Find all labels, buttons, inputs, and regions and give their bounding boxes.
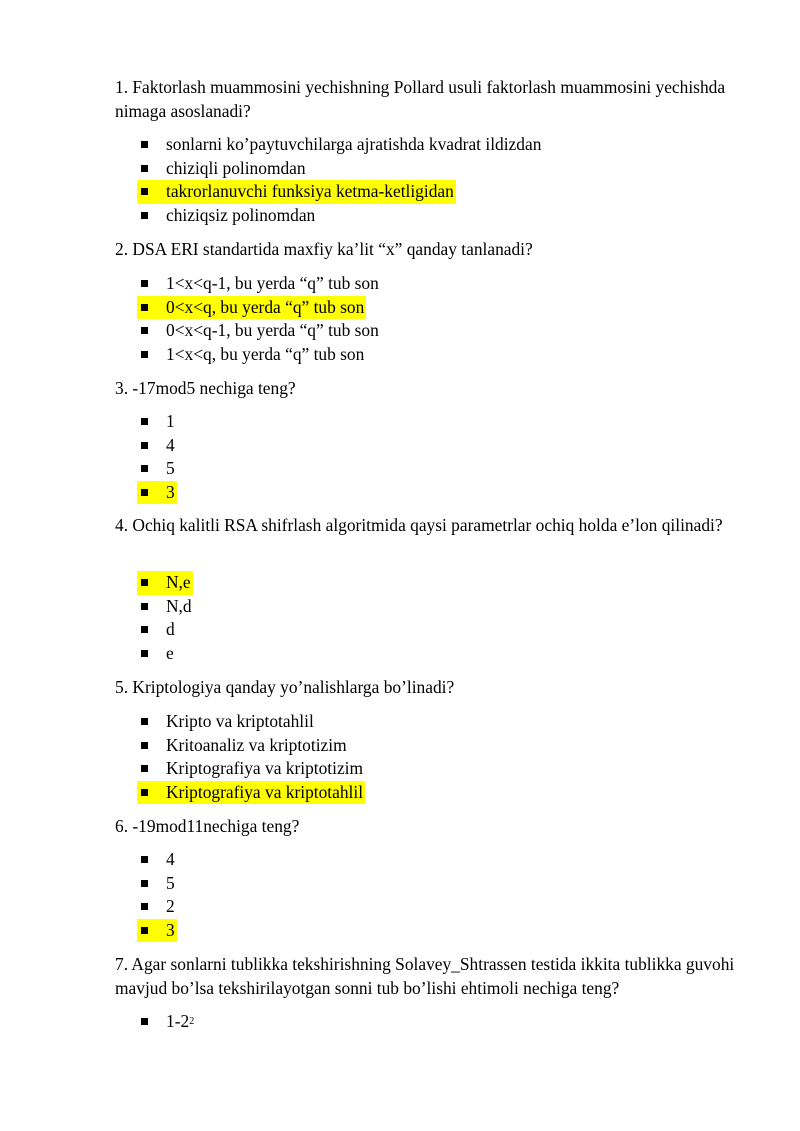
list-item: Kriptografiya va kriptotizim <box>137 757 365 781</box>
list-item: 1-2 2 <box>137 1010 194 1034</box>
list-item: 4 <box>137 848 177 872</box>
question-6: 6. -19mod11nechiga teng? <box>115 816 300 836</box>
list-item: sonlarni ko’paytuvchilarga ajratishda kvadrat ildizdan <box>137 133 541 157</box>
square-bullet-icon <box>141 856 148 863</box>
question-5: 5. Kriptologiya qanday yo’nalishlarga bo’linadi? <box>115 677 455 697</box>
square-bullet-icon <box>141 927 148 934</box>
list-item: 2 <box>137 895 177 919</box>
list-item: 5 <box>137 872 177 896</box>
square-bullet-icon <box>141 465 148 472</box>
list-item-highlighted: Kriptografiya va kriptotahlil <box>137 781 365 805</box>
list-item: 1 <box>137 410 177 434</box>
list-item-highlighted: 0<x<q, bu yerda “q” tub son <box>137 296 379 320</box>
square-bullet-icon <box>141 141 148 148</box>
square-bullet-icon <box>141 742 148 749</box>
square-bullet-icon <box>141 903 148 910</box>
square-bullet-icon <box>141 165 148 172</box>
question-2-options <box>137 272 379 366</box>
list-item: 0<x<q-1, bu yerda “q” tub son <box>137 319 379 343</box>
square-bullet-icon <box>141 280 148 287</box>
square-bullet-icon <box>141 1018 148 1025</box>
list-item: 4 <box>137 434 177 458</box>
list-item: e <box>137 642 193 666</box>
square-bullet-icon <box>141 650 148 657</box>
list-item-highlighted: takrorlanuvchi funksiya ketma-ketligidan <box>137 180 541 204</box>
square-bullet-icon <box>141 718 148 725</box>
question-1: 1. Faktorlash muammosini yechishning Pollard usuli faktorlash muammosini yechishda nimaga asoslanadi? <box>115 77 726 121</box>
question-7-options <box>137 1010 194 1034</box>
square-bullet-icon <box>141 212 148 219</box>
list-item: 5 <box>137 457 177 481</box>
square-bullet-icon <box>141 418 148 425</box>
square-bullet-icon <box>141 489 148 496</box>
list-item: chiziqsiz polinomdan <box>137 204 541 228</box>
square-bullet-icon <box>141 327 148 334</box>
square-bullet-icon <box>141 579 148 586</box>
question-5-options <box>137 710 365 804</box>
square-bullet-icon <box>141 603 148 610</box>
square-bullet-icon <box>141 351 148 358</box>
question-6-options <box>137 848 177 942</box>
square-bullet-icon <box>141 789 148 796</box>
question-7: 7. Agar sonlarni tublikka tekshirishning Solavey_Shtrassen testida ikkita tublikka guvohi mavjud bo’lsa tekshirilayotgan sonni tub bo’lishi ehtimoli nechiga teng? <box>115 954 735 998</box>
square-bullet-icon <box>141 304 148 311</box>
list-item-highlighted: 3 <box>137 481 177 505</box>
question-1-options <box>137 133 541 227</box>
square-bullet-icon <box>141 626 148 633</box>
list-item: 1<x<q, bu yerda “q” tub son <box>137 343 379 367</box>
question-2: 2. DSA ERI standartida maxfiy ka’lit “x” qanday tanlanadi? <box>115 239 533 259</box>
question-3-options <box>137 410 177 504</box>
question-4-options <box>137 571 193 665</box>
square-bullet-icon <box>141 765 148 772</box>
square-bullet-icon <box>141 442 148 449</box>
list-item: Kripto va kriptotahlil <box>137 710 365 734</box>
list-item: d <box>137 618 193 642</box>
square-bullet-icon <box>141 880 148 887</box>
list-item: 1<x<q-1, bu yerda “q” tub son <box>137 272 379 296</box>
question-4: 4. Ochiq kalitli RSA shifrlash algoritmida qaysi parametrlar ochiq holda e’lon qilinadi? <box>115 515 723 535</box>
question-3: 3. -17mod5 nechiga teng? <box>115 378 296 398</box>
list-item-highlighted: N,e <box>137 571 193 595</box>
list-item: N,d <box>137 595 193 619</box>
list-item-highlighted: 3 <box>137 919 177 943</box>
square-bullet-icon <box>141 188 148 195</box>
list-item: chiziqli polinomdan <box>137 157 541 181</box>
list-item: Kritoanaliz va kriptotizim <box>137 734 365 758</box>
